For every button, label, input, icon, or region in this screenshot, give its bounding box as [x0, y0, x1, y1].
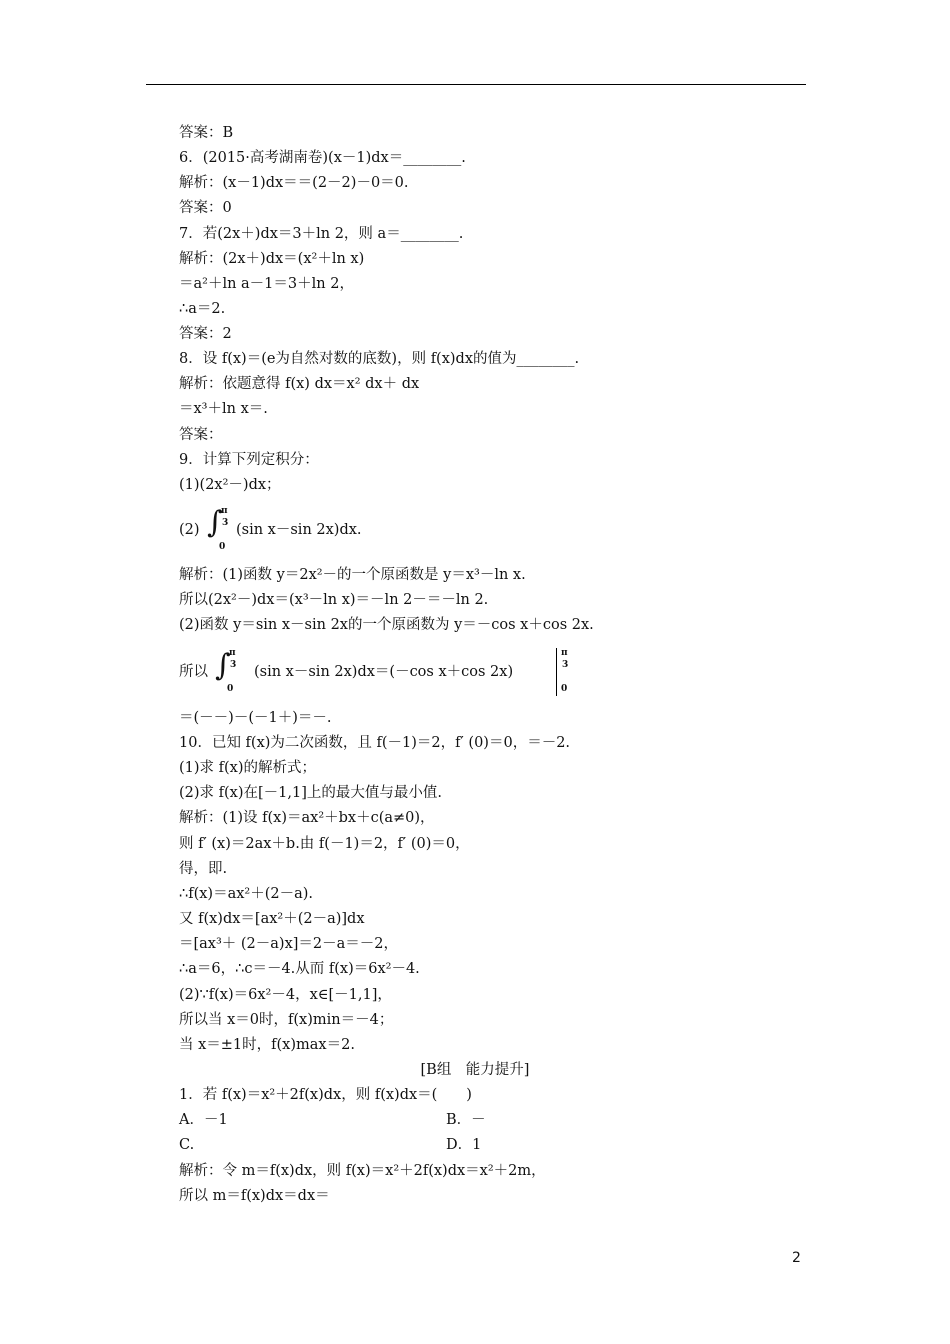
- text-line: 所以 m＝f(x)dx＝dx＝: [179, 1188, 330, 1204]
- text-line: (1)求 f(x)的解析式；: [179, 760, 317, 776]
- text-line: 得，即.: [179, 861, 228, 877]
- text-line: 解析：(x－1)dx＝＝(2－2)－0＝0.: [179, 175, 409, 191]
- text-line: (2)∵f(x)＝6x²－4，x∈[－1,1]，: [179, 987, 392, 1003]
- section-heading: [B组 能力提升]: [420, 1062, 530, 1078]
- text-line: 答案：: [179, 427, 223, 443]
- text-line: 解析：(1)函数 y＝2x²－的一个原函数是 y＝x³－ln x.: [179, 567, 526, 583]
- text-line: 答案：2: [179, 326, 232, 342]
- text-line: 当 x＝±1时，f(x)max＝2.: [179, 1037, 355, 1053]
- option-d: D．1: [446, 1137, 482, 1153]
- integral-upper-limit-den: 3: [230, 660, 237, 670]
- text-line: ＝(－－)－(－1＋)＝－.: [179, 710, 332, 726]
- integral-upper-limit-den: 3: [222, 518, 229, 528]
- text-line: 所以(2x²－)dx＝(x³－ln x)＝－ln 2－＝－ln 2.: [179, 592, 489, 608]
- integral-lower-limit: 0: [219, 542, 226, 552]
- integral-lower-limit: 0: [227, 684, 234, 694]
- text-line: 解析：(1)设 f(x)＝ax²＋bx＋c(a≠0)，: [179, 810, 435, 826]
- text-line: ∴f(x)＝ax²＋(2－a).: [179, 886, 314, 902]
- option-b: B．－: [446, 1112, 486, 1128]
- text-line: 9．计算下列定积分：: [179, 452, 319, 468]
- text-line: ＝a²＋ln a－1＝3＋ln 2，: [179, 276, 354, 292]
- text-line: ∴a＝2.: [179, 301, 226, 317]
- integral-sign: ∫: [207, 505, 223, 540]
- text-line: (sin x－sin 2x)dx.: [236, 522, 362, 538]
- text-line: ∴a＝6，∴c＝－4.从而 f(x)＝6x²－4.: [179, 961, 420, 977]
- suoyi-label: 所以: [179, 664, 208, 680]
- text-line: 所以当 x＝0时，f(x)min＝－4；: [179, 1012, 394, 1028]
- item-label: (2): [179, 522, 200, 538]
- eval-lower-limit: 0: [561, 684, 568, 694]
- text-line: ＝[ax³＋ (2－a)x]＝2－a＝－2，: [179, 936, 399, 952]
- text-line: ＝x³＋ln x＝.: [179, 401, 268, 417]
- text-line: [179, 521, 200, 539]
- text-line: (sin x－sin 2x)dx＝(－cos x＋cos 2x): [254, 664, 514, 680]
- text-line: (2)函数 y＝sin x－sin 2x的一个原函数为 y＝－cos x＋cos 2x.: [179, 617, 594, 633]
- text-line: 答案：0: [179, 200, 232, 216]
- page-number: 2: [792, 1250, 801, 1266]
- text-line: 解析：依题意得 f(x) dx＝x² dx＋ dx: [179, 376, 420, 392]
- text-line: 1．若 f(x)＝x²＋2f(x)dx，则 f(x)dx＝( ): [179, 1087, 472, 1103]
- eval-upper-limit-den: 3: [562, 660, 569, 670]
- option-a: A．－1: [179, 1112, 228, 1128]
- option-c: C.: [179, 1137, 195, 1153]
- text-line: 则 f′ (x)＝2ax＋b.由 f(－1)＝2，f′ (0)＝0，: [179, 836, 470, 852]
- text-line: 又 f(x)dx＝[ax²＋(2－a)]dx: [179, 911, 365, 927]
- text-line: [179, 663, 208, 681]
- text-line: 10．已知 f(x)为二次函数，且 f(－1)＝2，f′ (0)＝0，＝－2.: [179, 735, 571, 751]
- evaluation-bar: [556, 648, 557, 696]
- eval-upper-limit: π: [561, 648, 568, 658]
- text-line: 8．设 f(x)＝(e为自然对数的底数)，则 f(x)dx的值为________.: [179, 351, 580, 367]
- text-line: 解析：(2x＋)dx＝(x²＋ln x): [179, 251, 365, 267]
- text-line: 7．若(2x＋)dx＝3＋ln 2，则 a＝________.: [179, 226, 464, 242]
- text-line: (2)求 f(x)在[－1,1]上的最大值与最小值.: [179, 785, 442, 801]
- text-line: 答案：B: [179, 125, 234, 141]
- integral-upper-limit: π: [229, 648, 236, 658]
- integral-sign: ∫: [215, 648, 231, 683]
- text-line: 解析：令 m＝f(x)dx，则 f(x)＝x²＋2f(x)dx＝x²＋2m，: [179, 1163, 546, 1179]
- integral-upper-limit: π: [221, 506, 228, 516]
- header-rule: [146, 84, 806, 85]
- text-line: (1)(2x²－)dx；: [179, 477, 281, 493]
- text-line: 6．(2015·高考湖南卷)(x－1)dx＝________.: [179, 150, 466, 166]
